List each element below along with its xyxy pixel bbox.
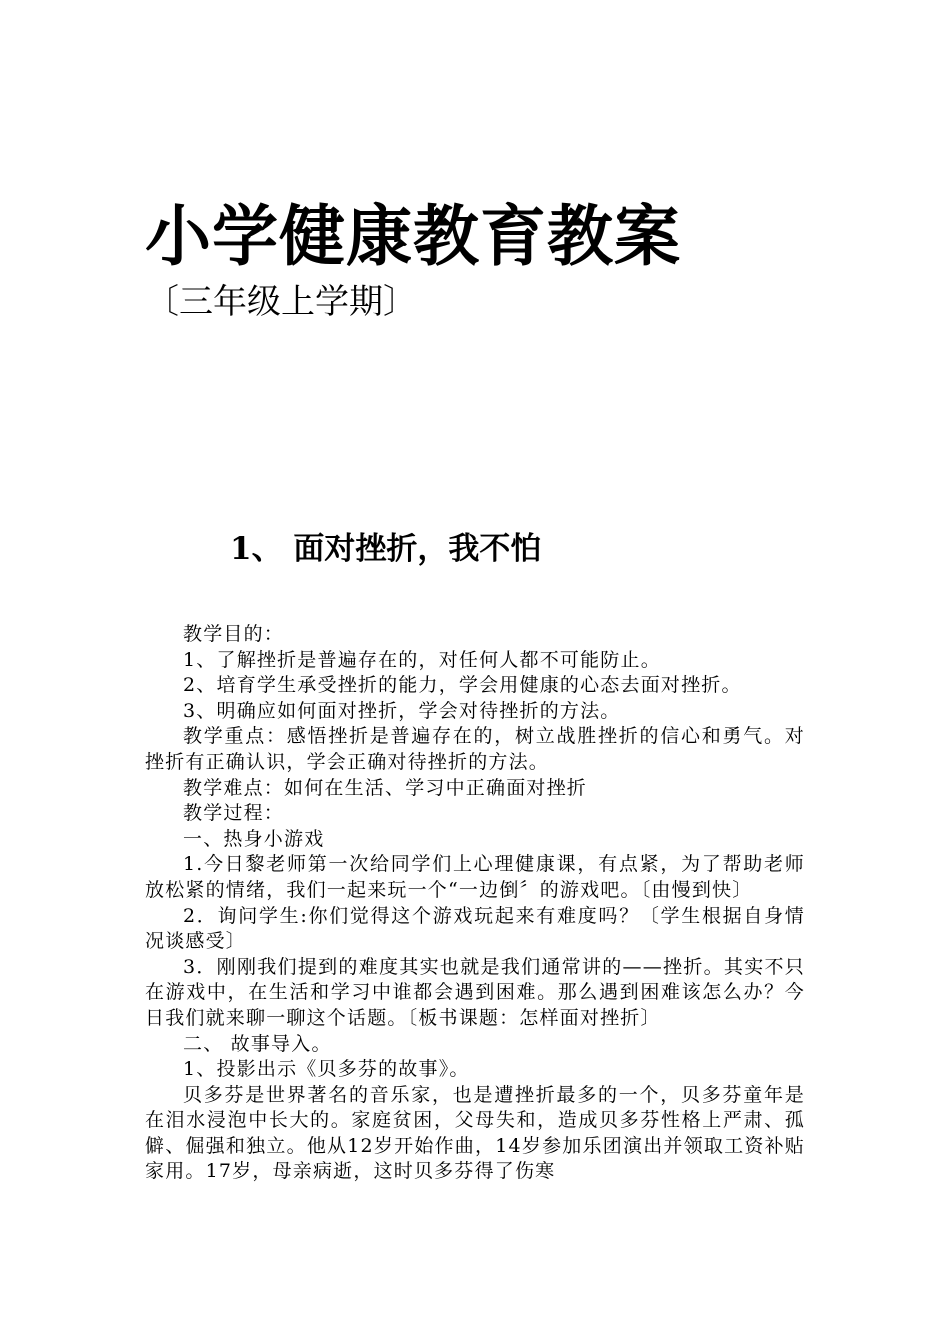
lesson-title: 1、 面对挫折，我不怕 (230, 531, 542, 567)
paragraph-beethoven-story: 贝多芬是世界著名的音乐家，也是遭挫折最多的一个，贝多芬童年是在泪水浸泡中长大的。家庭贫困，父母失和，造成贝多芬性格上严肃、孤僻、倔强和独立。他从12岁开始作曲，14岁参加乐团演出并领取工资补贴家用。17岁，母亲病逝，这时贝多芬得了伤寒 (145, 1083, 805, 1183)
paragraph-warmup-2: 2．询问学生:你们觉得这个游戏玩起来有难度吗？〔学生根据自身情况谈感受〕 (145, 904, 805, 953)
document-subtitle: 〔三年级上学期〕 (145, 282, 417, 322)
paragraph-section-story: 二、 故事导入。 (183, 1032, 332, 1055)
lesson-body (145, 622, 805, 1185)
paragraph-story-1: 1、投影出示《贝多芬的故事》。 (183, 1058, 470, 1081)
paragraph-warmup-1: 1.今日黎老师第一次给同学们上心理健康课，有点紧，为了帮助老师放松紧的情绪，我们一起来玩一个“一边倒〞的游戏吧。〔由慢到快〕 (145, 853, 805, 901)
paragraph-warmup-3: 3．刚刚我们提到的难度其实也就是我们通常讲的——挫折。其实不只在游戏中，在生活和学习中谁都会遇到困难。那么遇到困难该怎么办？今日我们就来聊一聊这个话题。〔板书课题：怎样面对挫折〕 (145, 955, 805, 1029)
paragraph-section-warmup: 一、热身小游戏 (183, 827, 325, 850)
paragraph-key-points: 教学重点：感悟挫折是普遍存在的，树立战胜挫折的信心和勇气。对挫折有正确认识，学会正确对待挫折的方法。 (145, 725, 805, 773)
paragraph-goal-2: 2、培育学生承受挫折的能力，学会用健康的心态去面对挫折。 (183, 674, 742, 697)
document-title: 小学健康教育教案 (145, 197, 681, 275)
paragraph-difficulties: 教学难点：如何在生活、学习中正确面对挫折 (183, 776, 588, 799)
paragraph-teaching-goals-heading: 教学目的： (183, 623, 285, 645)
paragraph-goal-3: 3、明确应如何面对挫折，学会对待挫折的方法。 (183, 699, 621, 722)
paragraph-goal-1: 1、了解挫折是普遍存在的，对任何人都不可能防止。 (183, 648, 661, 671)
paragraph-process-heading: 教学过程： (183, 802, 285, 825)
